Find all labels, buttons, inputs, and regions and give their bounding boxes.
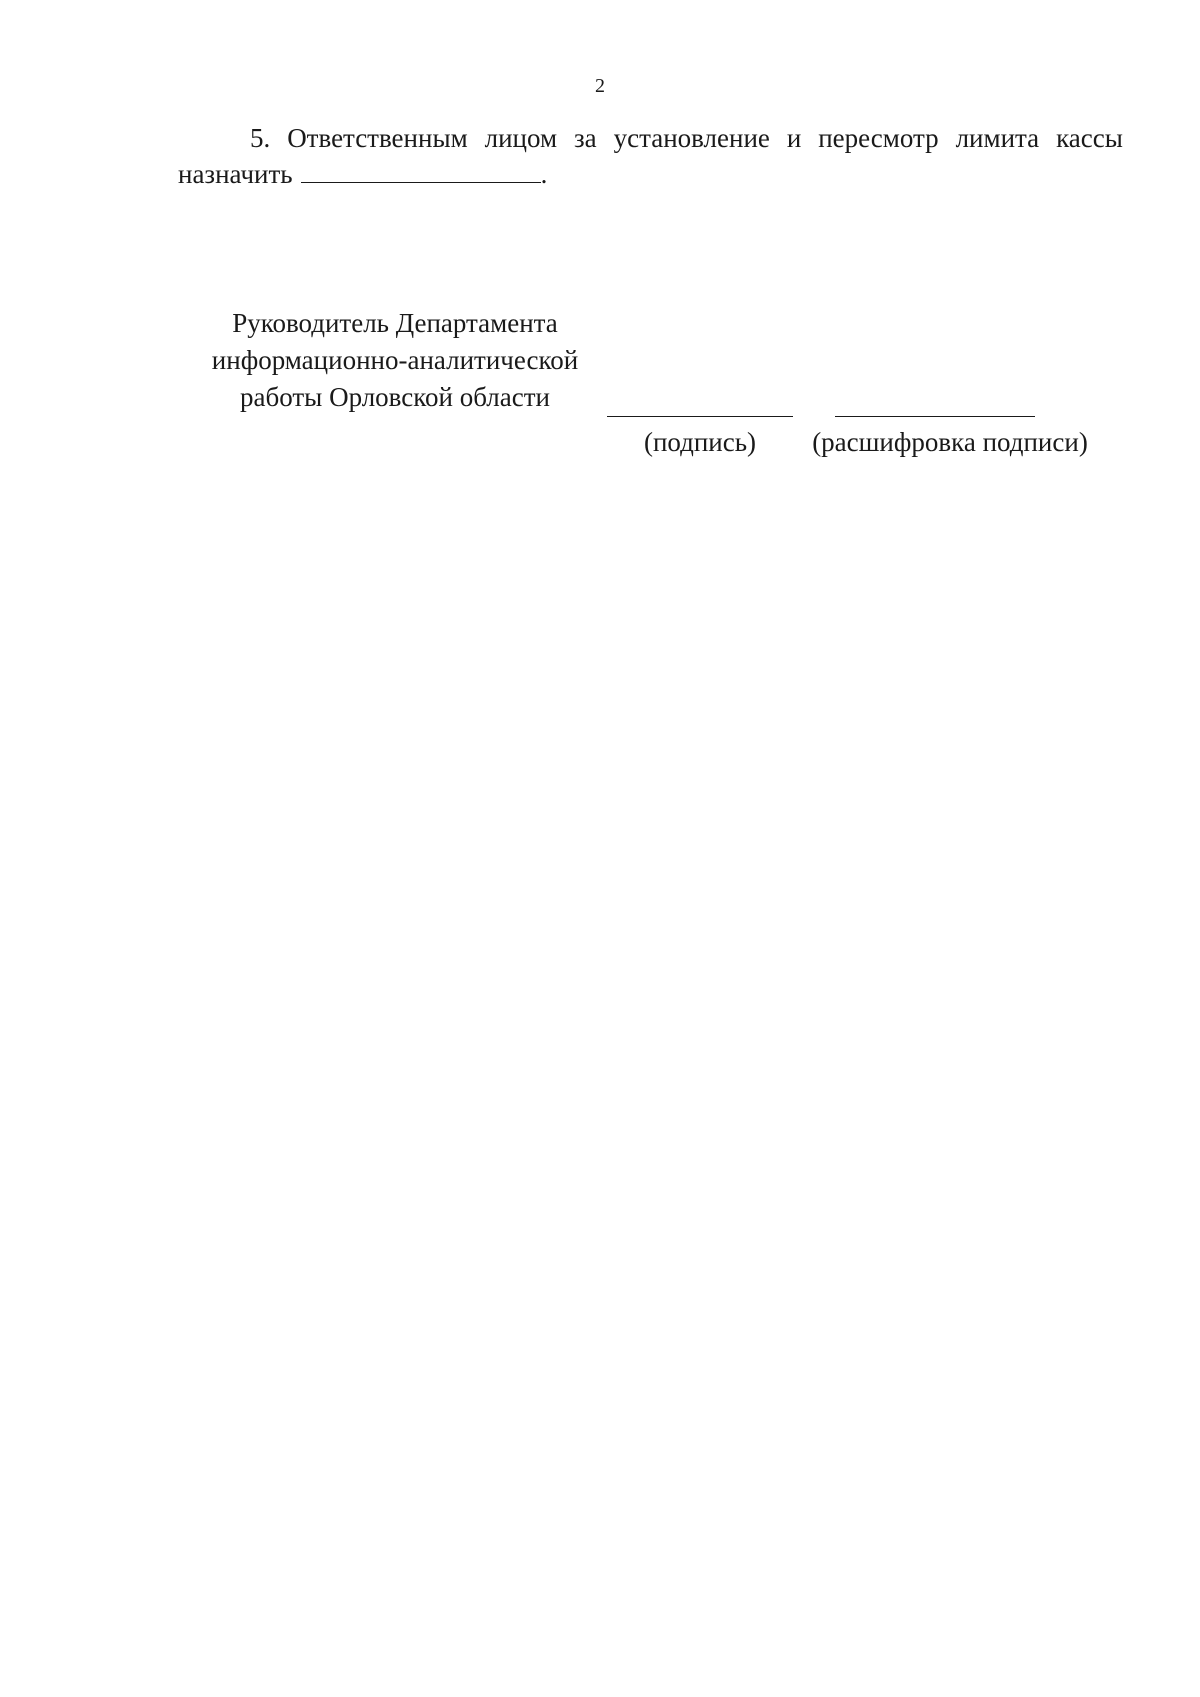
- paragraph-word: лицом: [484, 123, 558, 153]
- position-line: работы Орловской области: [240, 382, 550, 412]
- paragraph-line-2: [178, 156, 1123, 192]
- paragraph-word: и: [786, 123, 802, 153]
- paragraph-item-5: [178, 120, 1123, 192]
- paragraph-word: пересмотр: [818, 123, 939, 153]
- paragraph-word: кассы: [1056, 123, 1123, 153]
- page-number: 2: [595, 75, 605, 97]
- position-line: информационно-аналитической: [211, 345, 579, 375]
- paragraph-word: Ответственным: [287, 123, 468, 153]
- appoint-label: назначить: [178, 159, 293, 189]
- signature-decoding-caption: (расшифровка подписи): [812, 427, 1088, 457]
- paragraph-period: .: [540, 159, 548, 189]
- signatory-position: [180, 305, 610, 416]
- paragraph-word: лимита: [955, 123, 1040, 153]
- responsible-person-blank: [301, 160, 541, 183]
- paragraph-word: установление: [613, 123, 770, 153]
- paragraph-word: 5.: [250, 123, 271, 153]
- signature-line: [607, 416, 793, 417]
- signature-decoding-line: [835, 416, 1035, 417]
- signature-caption: (подпись): [643, 427, 757, 457]
- position-line: Руководитель Департамента: [232, 308, 558, 338]
- paragraph-line-1: [178, 120, 1123, 156]
- paragraph-word: за: [574, 123, 597, 153]
